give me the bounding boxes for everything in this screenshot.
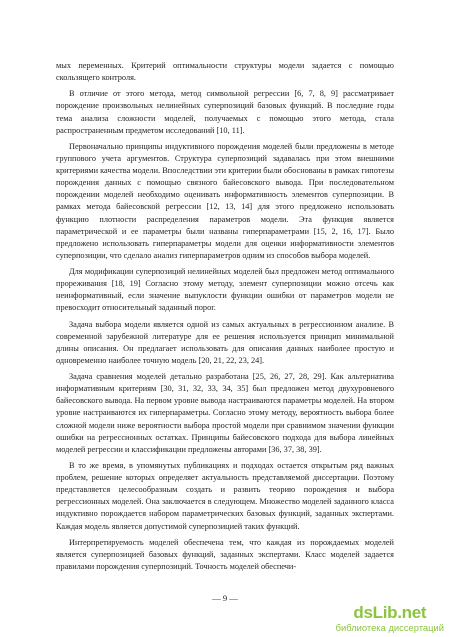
watermark — [336, 604, 444, 633]
watermark-logo: dsLib.net — [353, 603, 427, 622]
paragraph: В отличие от этого метода, метод символьной регрессии [6, 7, 8, 9] рассматривает порождение произвольных нелинейных суперпозиций базовых функций. В последние годы тема анализа сложности моделей, получаемых с помощью этого метода, стала распространенным предметом исследований [10, 11]. — [56, 89, 394, 135]
paragraph: Интерпретируемость моделей обеспечена тем, что каждая из порождаемых моделей является суперпозицией базовых функций, заданных экспертами. Класс моделей задается правилами порождения суперпозиций. Точность моделей обеспечи- — [56, 537, 394, 571]
document-body — [56, 60, 394, 577]
paragraph: Задача выбора модели является одной из самых актуальных в регрессионном анализе. В современной зарубежной литературе для ее решения используется принцип минимальной длины описания. Он предлагает использовать для описания данных наиболее простую и одновременно наиболее точную модель [20, 21, 22, 23, 24]. — [56, 319, 394, 365]
paragraph: Задача сравнения моделей детально разработана [25, 26, 27, 28, 29]. Как альтернатива информативным критериям [30, 31, 32, 33, 34, 35] был предложен метод двухуровневого байесовского вывода. На первом уровне вывода настраиваются параметры моделей. На втором уровне настраиваются их гиперпараметры. Согласно этому методу, вероятность выбора более сложной модели ниже вероятности выбора простой модели при сравнимом значении функции ошибки на регрессионных остатках. Принципы байесовского подхода для выбора линейных моделей регрессии и классификации предложены авторами [36, 37, 38, 39]. — [56, 372, 394, 454]
paragraph: Для модификации суперпозиций нелинейных моделей был предложен метод оптимального прореживания [18, 19] Согласно этому методу, элемент суперпозиции можно отсечь как неинформативный, если значение выпуклости функции ошибки от параметров модели не превосходит относительный заданный порог. — [56, 267, 394, 313]
paragraph-continuation: мых переменных. Критерий оптимальности структуры модели задается с помощью скользящего контроля. — [56, 61, 394, 83]
page-number: — 9 — — [212, 593, 238, 603]
watermark-subtitle: библиотека диссертаций — [335, 622, 444, 633]
paragraph: В то же время, в упомянутых публикациях и подходах остается открытым ряд важных проблем, решение которых определяет актуальность представляемой диссертации. Поэтому представляется целесообразным создать и развить теорию порождения и выбора регрессионных моделей. Она заключается в следующем. Множество моделей заданного класса индуктивно порождается набором параметрических базовых функций, заданных экспертами. Каждая модель является допустимой суперпозицией таких функций. — [56, 461, 394, 531]
paragraph: Первоначально принципы индуктивного порождения моделей были предложены в методе группового учета аргументов. Структура суперпозиций задавалась при этом внешними критериями качества модели. Впоследствии эти критерии были обоснованы в рамках гипотезы порождения данных с помощью связного байесовского вывода. При последовательном порождении моделей необходимо оценивать информативность элементов суперпозиции. В рамках метода байесовской регрессии [12, 13, 14] для этого предложено использовать функцию плотности распределения параметров модели. Эта функция является параметрической и ее параметры были названы гиперпараметрами [15, 2, 16, 17]. Было предложено использовать гиперпараметры модели для оценки информативности элементов суперпозиции, что сделало анализ гиперпараметров одним из способов выбора моделей. — [56, 141, 394, 260]
